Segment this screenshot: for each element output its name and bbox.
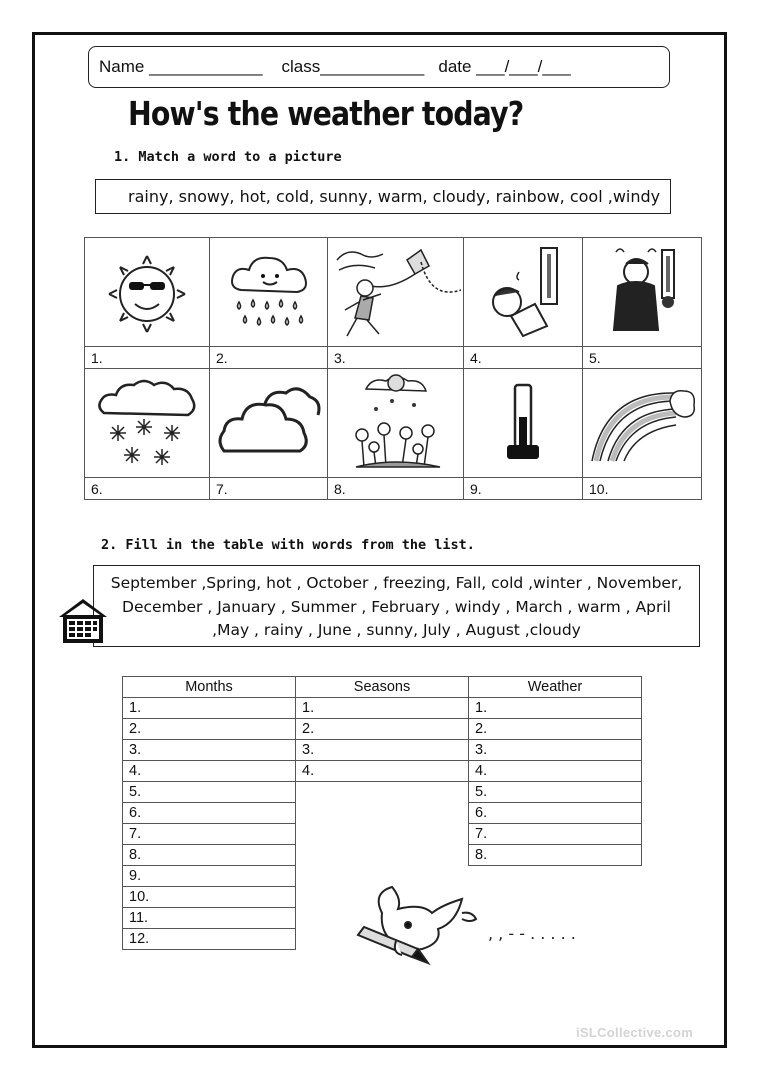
weather-cell[interactable]: 5. [469, 782, 642, 803]
thermometer-icon [493, 373, 553, 473]
table-row [123, 719, 642, 740]
worksheet-title: How's the weather today? [128, 94, 524, 133]
rainbow-icon [586, 371, 698, 475]
snow-cloud-icon [92, 371, 202, 475]
table-row [123, 698, 642, 719]
seasons-cell[interactable]: 3. [296, 740, 469, 761]
picture-cell [583, 369, 702, 478]
header-months: Months [123, 677, 296, 698]
freezing-person-icon [592, 240, 692, 344]
table-row [123, 845, 642, 866]
seasons-cell[interactable]: 4. [296, 761, 469, 782]
picture-number: 6. [85, 478, 210, 500]
picture-number: 1. [85, 347, 210, 369]
section1-instruction: 1. Match a word to a picture [114, 149, 342, 165]
months-cell[interactable]: 5. [123, 782, 296, 803]
months-cell[interactable]: 8. [123, 845, 296, 866]
picture-number: 9. [464, 478, 583, 500]
picture-cell [328, 238, 464, 347]
weather-cell[interactable]: 8. [469, 845, 642, 866]
site-watermark: iSLCollective.com [576, 1025, 694, 1040]
rain-cloud-icon [219, 242, 319, 342]
picture-cell [210, 238, 328, 347]
months-cell[interactable]: 1. [123, 698, 296, 719]
months-cell[interactable]: 6. [123, 803, 296, 824]
seasons-cell[interactable]: 1. [296, 698, 469, 719]
word-bank: rainy, snowy, hot, cold, sunny, warm, cloudy, rainbow, cool ,windy [95, 179, 671, 214]
windy-kite-icon [331, 240, 461, 344]
picture-cell [464, 238, 583, 347]
picture-cell [210, 369, 328, 478]
picture-number: 7. [210, 478, 328, 500]
name-label: Name [99, 57, 145, 76]
picture-number: 5. [583, 347, 702, 369]
word-list-line: September ,Spring, hot , October , freezing, Fall, cold ,winter , November, [110, 574, 683, 592]
sun-icon [97, 242, 197, 342]
picture-cell [85, 238, 210, 347]
word-list-line: December , January , Summer , February , windy , March , warm , April [122, 597, 671, 616]
table-row [123, 782, 642, 803]
weather-cell[interactable]: 7. [469, 824, 642, 845]
months-cell[interactable]: 11. [123, 908, 296, 929]
dotted-trail: , , - - . . . . . [488, 924, 576, 943]
class-label: class [281, 57, 321, 76]
months-cell[interactable]: 3. [123, 740, 296, 761]
picture-number: 4. [464, 347, 583, 369]
table-row [123, 824, 642, 845]
table-row [123, 803, 642, 824]
cold-person-thermometer-icon [473, 240, 573, 344]
weather-cell[interactable]: 6. [469, 803, 642, 824]
picture-cell [328, 369, 464, 478]
calendar-house-icon [57, 595, 109, 647]
clouds-icon [214, 371, 324, 475]
weather-cell[interactable]: 3. [469, 740, 642, 761]
table-row [123, 761, 642, 782]
bird-with-pencil-icon [352, 883, 622, 983]
spring-flowers-icon [336, 371, 456, 475]
picture-grid [84, 237, 702, 500]
name-field[interactable]: ____________ [149, 57, 263, 76]
picture-cell [464, 369, 583, 478]
picture-cell [583, 238, 702, 347]
weather-cell[interactable]: 1. [469, 698, 642, 719]
date-field[interactable]: ___/___/___ [476, 57, 571, 76]
picture-number: 2. [210, 347, 328, 369]
date-label: date [438, 57, 472, 76]
word-list-line: ,May , rainy , June , sunny, July , August ,cloudy [212, 621, 581, 639]
seasons-cell[interactable]: 2. [296, 719, 469, 740]
weather-cell[interactable]: 2. [469, 719, 642, 740]
season-word-list [93, 565, 700, 647]
header-seasons: Seasons [296, 677, 469, 698]
months-cell[interactable]: 9. [123, 866, 296, 887]
student-info-box [88, 46, 670, 88]
months-cell[interactable]: 10. [123, 887, 296, 908]
months-cell[interactable]: 2. [123, 719, 296, 740]
class-field[interactable]: ___________ [320, 57, 425, 76]
header-weather: Weather [469, 677, 642, 698]
picture-number: 3. [328, 347, 464, 369]
picture-number: 10. [583, 478, 702, 500]
months-cell[interactable]: 12. [123, 929, 296, 950]
weather-cell[interactable]: 4. [469, 761, 642, 782]
section2-instruction: 2. Fill in the table with words from the list. [101, 537, 475, 553]
table-row [123, 740, 642, 761]
months-cell[interactable]: 7. [123, 824, 296, 845]
months-cell[interactable]: 4. [123, 761, 296, 782]
picture-cell [85, 369, 210, 478]
picture-number: 8. [328, 478, 464, 500]
